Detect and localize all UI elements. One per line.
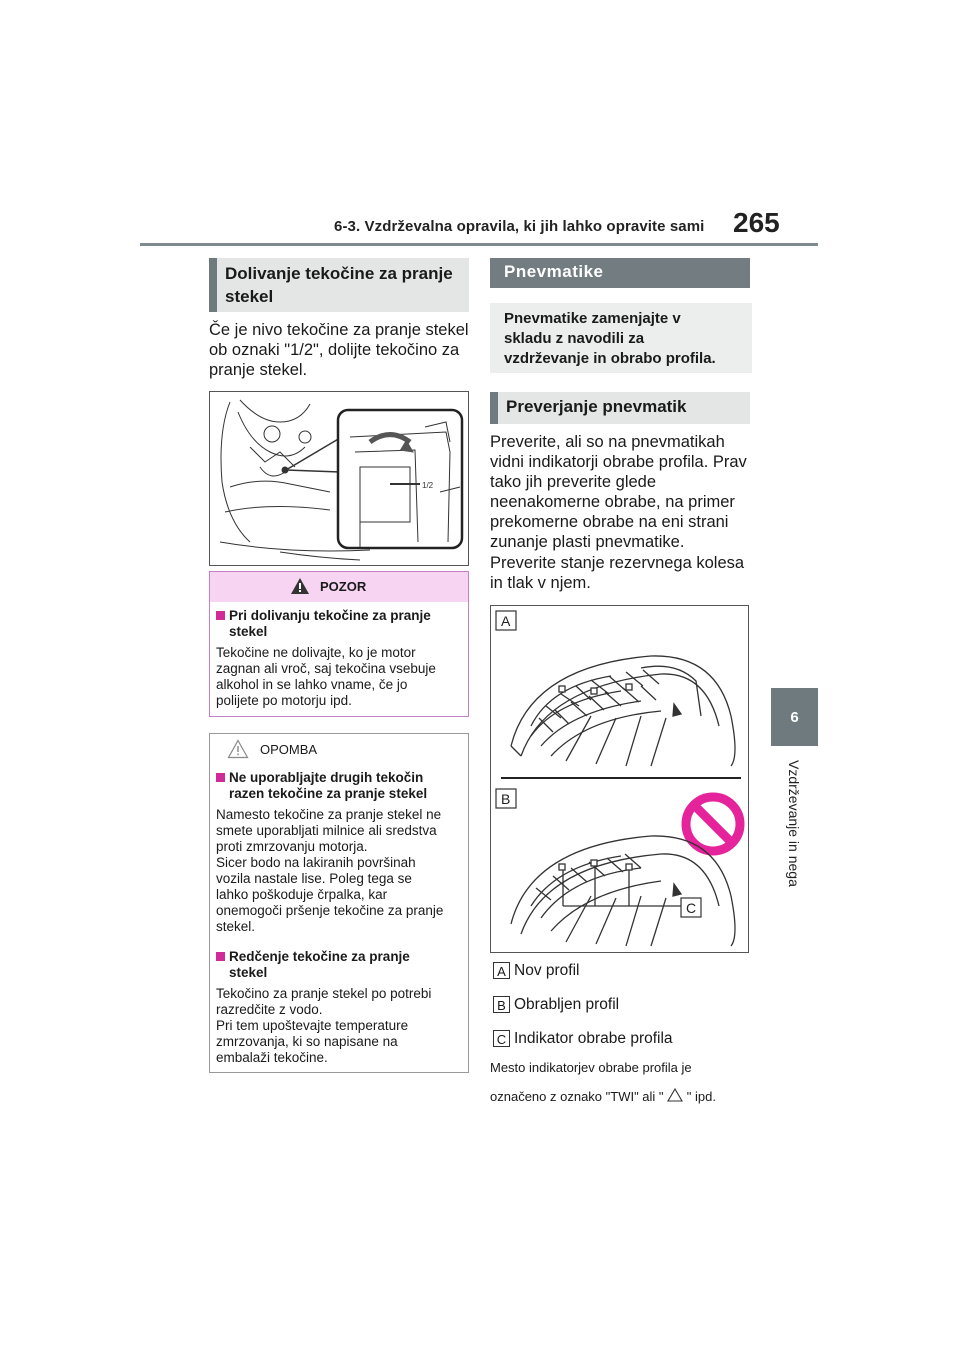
text-line: prekomerne obrabe na eni strani (490, 513, 729, 531)
header-divider (140, 243, 818, 246)
section-header-tires: Pnevmatike (490, 258, 750, 288)
text-line: stekel. (216, 919, 256, 934)
note-title: OPOMBA (260, 742, 318, 757)
caution-heading (216, 608, 466, 640)
caution-title: POZOR (320, 579, 367, 594)
caution-outline-icon (227, 739, 249, 759)
triangle-mark-icon (667, 1088, 683, 1102)
text-line: zunanje plasti pnevmatike. (490, 533, 685, 551)
tire-tread-figure (490, 605, 749, 953)
figure-label-a: A (501, 613, 511, 629)
legend-text-b: Obrabljen profil (514, 996, 620, 1013)
text-line: alkohol in se lahko vname, če jo (216, 677, 408, 692)
text-line: Pri tem upoštevajte temperature (216, 1018, 409, 1033)
text-line: razredčite z vodo. (216, 1002, 323, 1017)
figure-label-b: B (501, 791, 511, 807)
warning-icon (290, 577, 310, 595)
chapter-tab-label-wrap (785, 760, 805, 900)
caution-body (216, 645, 466, 709)
text-line: neenakomerne obrabe, na primer (490, 493, 735, 511)
legend-item-c (493, 1030, 673, 1048)
note-heading-2 (216, 949, 468, 981)
note-heading-line: Ne uporabljajte drugih tekočin (229, 770, 424, 785)
legend-item-a (493, 962, 579, 980)
text-line: vidni indikatorji obrabe profila. Prav (490, 453, 747, 471)
text-line: polijete po motorju ipd. (216, 693, 352, 708)
note-heading-line: stekel (229, 965, 268, 980)
text-line: Tekočine ne dolivajte, ko je motor (216, 645, 416, 660)
text-line: vozila nastale lise. Poleg tega se (216, 871, 412, 886)
footnote-line (490, 1088, 758, 1104)
square-bullet-icon (216, 773, 225, 782)
text-line: Če je nivo tekočine za pranje stekel (209, 321, 469, 339)
legend-item-b (493, 996, 619, 1014)
text-line: Sicer bodo na lakiranih površinah (216, 855, 416, 870)
caution-box (209, 571, 469, 717)
caution-header (210, 572, 468, 602)
caution-heading-line: Pri dolivanju tekočine za pranje (229, 608, 431, 623)
caution-heading-line: stekel (229, 624, 268, 639)
chapter-title: 6-3. Vzdrževalna opravila, ki jih lahko opravite sami (334, 218, 705, 235)
note-heading-1 (216, 770, 468, 802)
zoom-inset (338, 410, 462, 548)
note-content (216, 770, 468, 1066)
tires-check-para2 (490, 553, 758, 593)
chapter-tab[interactable] (771, 688, 818, 746)
tires-check-para1 (490, 432, 758, 552)
text-line: onemogoči pršenje tekočine za pranje (216, 903, 444, 918)
text-line: embalaži tekočine. (216, 1050, 328, 1065)
text-line: in tlak v njem. (490, 574, 591, 592)
text-line: lahko poškoduje črpalka, kar (216, 887, 388, 902)
square-bullet-icon (216, 952, 225, 961)
text-line: proti zmrzovanju motorja. (216, 839, 368, 854)
headlight-outline (221, 402, 250, 542)
square-bullet-icon (216, 611, 225, 620)
subsection-header-check-tires: Preverjanje pnevmatik (490, 392, 750, 424)
footnote-text-after: " ipd. (686, 1089, 716, 1104)
section-title-line: Dolivanje tekočine za pranje (225, 264, 453, 283)
section-title-line: stekel (225, 287, 274, 306)
twi-footnote (490, 1060, 758, 1104)
text-line: skladu z navodili za (504, 330, 645, 347)
engine-bay-illustration (210, 392, 468, 565)
legend-key-c: C (493, 1030, 510, 1047)
text-line: Tekočino za pranje stekel po potrebi (216, 986, 432, 1001)
tire-tread-illustration (491, 606, 748, 952)
section-header-washer-fluid (209, 258, 469, 312)
text-line: zagnan ali vroč, saj tekočina vsebuje (216, 661, 436, 676)
text-line: smete uporabljati milnice ali sredstva (216, 823, 437, 838)
legend-key-b: B (493, 996, 510, 1013)
text-line: Preverite, ali so na pnevmatikah (490, 433, 725, 451)
page-number: 265 (733, 207, 780, 238)
note-body-2 (216, 986, 468, 1066)
washer-intro (209, 320, 474, 380)
note-body-1 (216, 807, 468, 935)
washer-tank-figure (209, 391, 469, 566)
note-box (209, 733, 469, 1073)
text-line: Preverite stanje rezervnega kolesa (490, 554, 745, 572)
prohibition-icon (686, 797, 740, 851)
chapter-number: 6 (790, 708, 799, 726)
tank-mark-label: 1/2 (422, 481, 434, 490)
legend-key-a: A (493, 962, 510, 979)
tires-summary (490, 303, 752, 373)
text-line: Namesto tekočine za pranje stekel ne (216, 807, 442, 822)
chapter-tab-label: Vzdrževanje in nega (786, 760, 802, 887)
note-heading-line: razen tekočine za pranje stekel (229, 786, 428, 801)
footnote-text-before: označeno z oznako "TWI" ali " (490, 1089, 664, 1104)
figure-label-c: C (686, 900, 697, 916)
text-line: pranje stekel. (209, 361, 308, 379)
text-line: ob oznaki "1/2", dolijte tekočino za (209, 341, 460, 359)
note-heading-line: Redčenje tekočine za pranje (229, 949, 410, 964)
new-tire-drawing (511, 656, 735, 766)
footnote-line: Mesto indikatorjev obrabe profila je (490, 1060, 692, 1075)
legend-text-c: Indikator obrabe profila (514, 1030, 673, 1047)
text-line: Pnevmatike zamenjajte v (504, 310, 681, 327)
legend-text-a: Nov profil (514, 962, 580, 979)
text-line: zmrzovanja, ki so napisane na (216, 1034, 398, 1049)
text-line: tako jih preverite glede (490, 473, 657, 491)
caution-content (216, 608, 466, 709)
text-line: vzdrževanje in obrabo profila. (504, 350, 716, 367)
